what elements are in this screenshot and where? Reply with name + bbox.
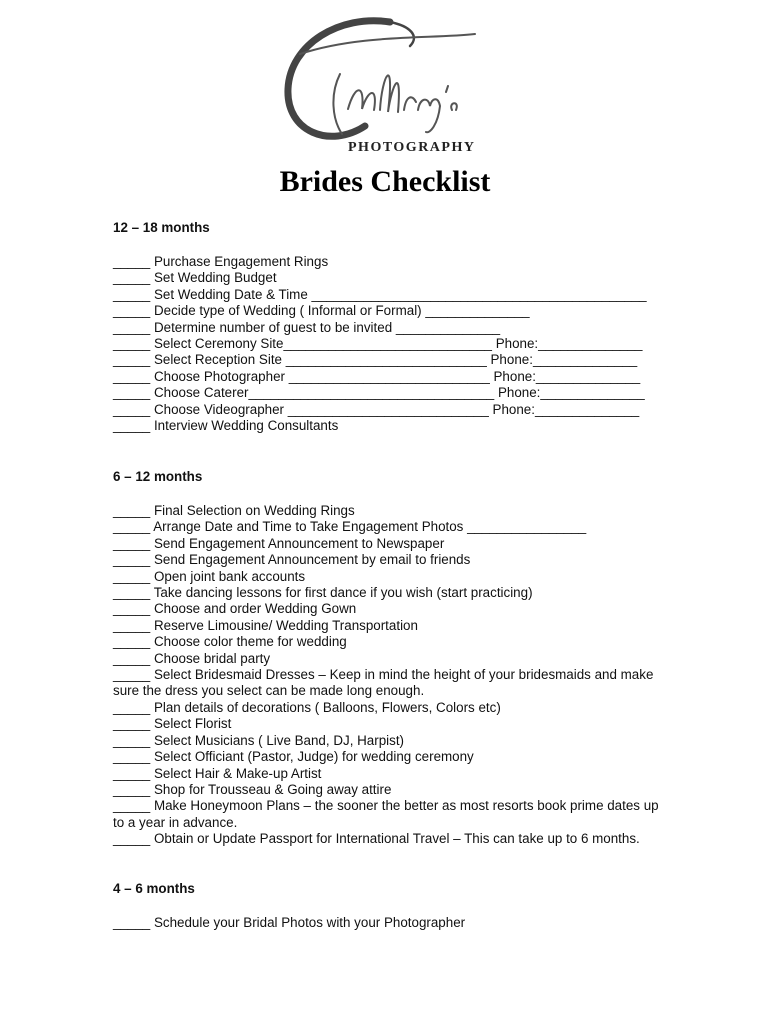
checklist-item: _____ Choose Photographer ___________________________ Phone:______________ <box>113 368 641 384</box>
checklist-item: _____ Send Engagement Announcement by email to friends <box>113 552 471 568</box>
checklist-item: _____ Choose and order Wedding Gown <box>113 601 357 617</box>
checklist-item: _____ Interview Wedding Consultants <box>113 418 339 434</box>
checklist-item: _____ Select Hair & Make-up Artist <box>113 765 322 781</box>
checklist-item: _____ Take dancing lessons for first dance if you wish (start practicing) <box>113 585 533 601</box>
checklist-item: _____ Select Bridesmaid Dresses – Keep in mind the height of your bridesmaids and make sure the dress you select can be made long enough. <box>113 667 654 699</box>
checklist-item: _____ Select Officiant (Pastor, Judge) for wedding ceremony <box>113 749 474 765</box>
checklist-item: _____ Arrange Date and Time to Take Engagement Photos ________________ <box>113 519 587 535</box>
checklist-items <box>113 915 693 931</box>
section-12-18-months <box>113 220 693 434</box>
checklist-item: _____ Set Wedding Date & Time _____________________________________________ <box>113 286 647 302</box>
section-heading: 4 – 6 months <box>113 881 195 896</box>
section-6-12-months <box>113 469 693 848</box>
checklist-item: _____ Obtain or Update Passport for International Travel – This can take up to 6 months. <box>113 831 640 847</box>
checklist-item: _____ Choose bridal party <box>113 650 271 666</box>
section-heading: 6 – 12 months <box>113 469 203 484</box>
checklist-item: _____ Plan details of decorations ( Balloons, Flowers, Colors etc) <box>113 699 501 715</box>
checklist-item: _____ Decide type of Wedding ( Informal or Formal) ______________ <box>113 303 530 319</box>
checklist-item: _____ Schedule your Bridal Photos with your Photographer <box>113 915 466 930</box>
checklist-item: _____ Shop for Trousseau & Going away attire <box>113 781 392 797</box>
checklist-item: _____ Select Florist <box>113 716 232 732</box>
section-4-6-months <box>113 881 693 931</box>
checklist-item: _____ Choose color theme for wedding <box>113 634 347 650</box>
checklist-item: _____ Make Honeymoon Plans – the sooner the better as most resorts book prime dates up to a year in advance. <box>113 798 659 830</box>
checklist-item: _____ Select Ceremony Site____________________________ Phone:______________ <box>113 336 643 352</box>
checklist-item: _____ Reserve Limousine/ Wedding Transportation <box>113 617 418 633</box>
checklist-items <box>113 503 693 848</box>
logo-wordmark: PHOTOGRAPHY <box>348 140 476 155</box>
checklist-item: _____ Choose Videographer ___________________________ Phone:______________ <box>113 401 640 417</box>
checklist-item: _____ Select Musicians ( Live Band, DJ, Harpist) <box>113 732 405 748</box>
checklist-item: _____ Purchase Engagement Rings <box>113 254 329 269</box>
checklist-item: _____ Determine number of guest to be invited ______________ <box>113 319 501 335</box>
checklist-item: _____ Final Selection on Wedding Rings <box>113 503 355 518</box>
checklist-item: _____ Select Reception Site ___________________________ Phone:______________ <box>113 352 638 368</box>
checklist-item: _____ Send Engagement Announcement to Newspaper <box>113 535 445 551</box>
section-heading: 12 – 18 months <box>113 220 210 235</box>
checklist-item: _____ Choose Caterer_________________________________ Phone:______________ <box>113 385 645 401</box>
checklist-item: _____ Set Wedding Budget <box>113 270 277 286</box>
checklist-item: _____ Open joint bank accounts <box>113 568 306 584</box>
page-title: Brides Checklist <box>279 165 491 198</box>
checklist-items <box>113 254 693 434</box>
